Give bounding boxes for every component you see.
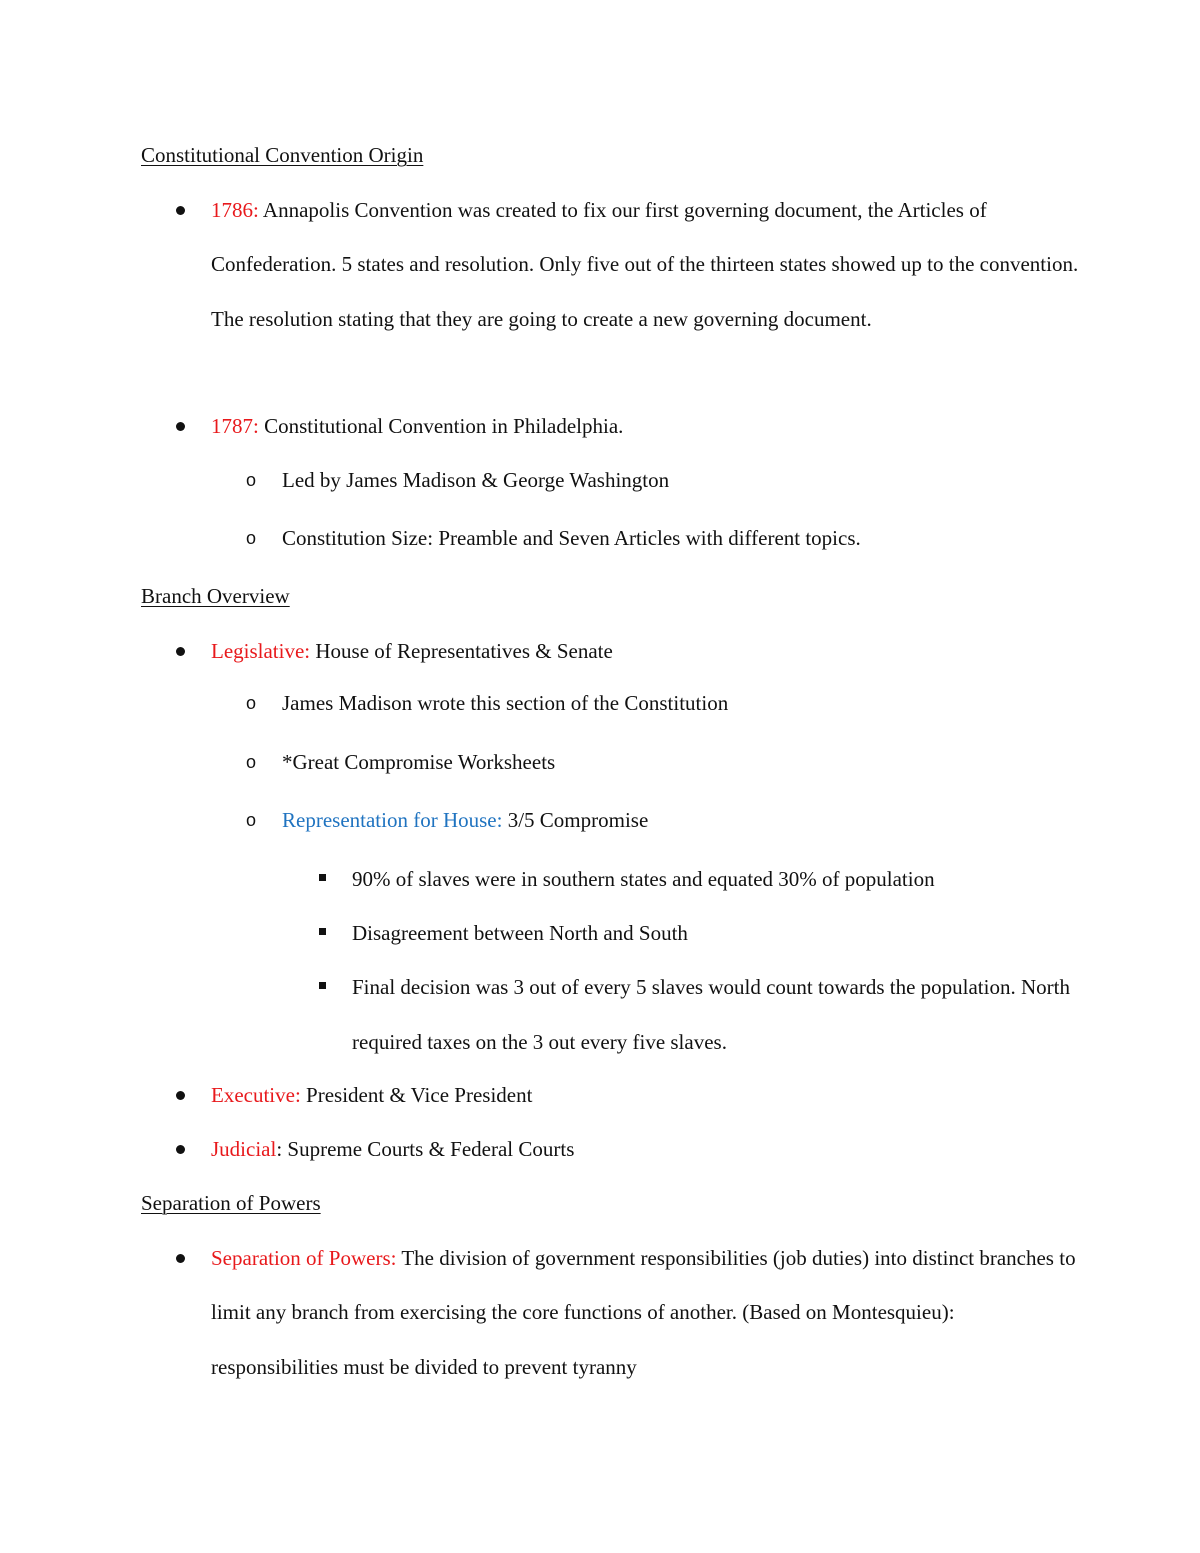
text-separation-of-powers: The division of government responsibilities (job duties) into distinct branches to limit any branch from exercising the core functions of another. (Based on Montesquieu): responsibilities must be divided to prevent tyranny bbox=[211, 1246, 1076, 1379]
heading-constitutional-convention-origin: Constitutional Convention Origin bbox=[141, 143, 424, 167]
bullet-square bbox=[319, 982, 326, 989]
sub-item-constitution-size: Constitution Size: Preamble and Seven Articles with different topics. bbox=[282, 526, 861, 550]
sub-item-representation bbox=[282, 808, 648, 833]
bullet-disc bbox=[176, 422, 185, 431]
bullet-circle: o bbox=[246, 470, 257, 490]
heading-branch-overview: Branch Overview bbox=[141, 584, 290, 608]
text-1786: Annapolis Convention was created to fix our first governing document, the Articles of Confederation. 5 states and resolution. Only five out of the thirteen states showed up to the convention. The resolution stating that they are going to create a new governing document. bbox=[211, 198, 1079, 331]
term-separation-of-powers: Separation of Powers: bbox=[211, 1246, 397, 1270]
text-1787: Constitutional Convention in Philadelphia. bbox=[258, 414, 624, 438]
bullet-disc bbox=[176, 1091, 185, 1100]
text-judicial: : Supreme Courts & Federal Courts bbox=[276, 1137, 575, 1161]
bullet-disc bbox=[176, 206, 185, 215]
point-disagreement: Disagreement between North and South bbox=[352, 921, 688, 945]
item-legislative bbox=[211, 624, 1081, 678]
sub-item-madison-section: James Madison wrote this section of the Constitution bbox=[282, 691, 729, 715]
term-representation: Representation for House: bbox=[282, 808, 503, 832]
bullet-disc bbox=[176, 1145, 185, 1154]
term-1786: 1786: bbox=[211, 198, 259, 222]
heading-separation-of-powers: Separation of Powers bbox=[141, 1191, 321, 1215]
item-1786 bbox=[211, 183, 1081, 346]
term-executive: Executive: bbox=[211, 1083, 301, 1107]
point-slaves-south: 90% of slaves were in southern states and equated 30% of population bbox=[352, 867, 935, 891]
term-legislative: Legislative: bbox=[211, 639, 311, 663]
term-1787: 1787: bbox=[211, 414, 259, 438]
sub-item-led-by: Led by James Madison & George Washington bbox=[282, 468, 670, 492]
text-legislative: House of Representatives & Senate bbox=[310, 639, 613, 663]
item-separation-of-powers bbox=[211, 1231, 1081, 1394]
bullet-disc bbox=[176, 1254, 185, 1263]
bullet-circle: o bbox=[246, 528, 257, 548]
bullet-circle: o bbox=[246, 752, 257, 772]
sub-item-great-compromise: *Great Compromise Worksheets bbox=[282, 750, 556, 774]
item-executive bbox=[211, 1068, 1081, 1122]
bullet-disc bbox=[176, 647, 185, 656]
bullet-square bbox=[319, 874, 326, 881]
bullet-square bbox=[319, 928, 326, 935]
text-representation: 3/5 Compromise bbox=[502, 808, 649, 832]
point-final-decision: Final decision was 3 out of every 5 slaves would count towards the population. North required taxes on the 3 out every five slaves. bbox=[352, 975, 1070, 1054]
bullet-circle: o bbox=[246, 693, 257, 713]
bullet-circle: o bbox=[246, 810, 257, 830]
term-judicial: Judicial bbox=[211, 1137, 277, 1161]
text-executive: President & Vice President bbox=[300, 1083, 533, 1107]
item-judicial bbox=[211, 1122, 1081, 1176]
item-1787 bbox=[211, 399, 1081, 453]
